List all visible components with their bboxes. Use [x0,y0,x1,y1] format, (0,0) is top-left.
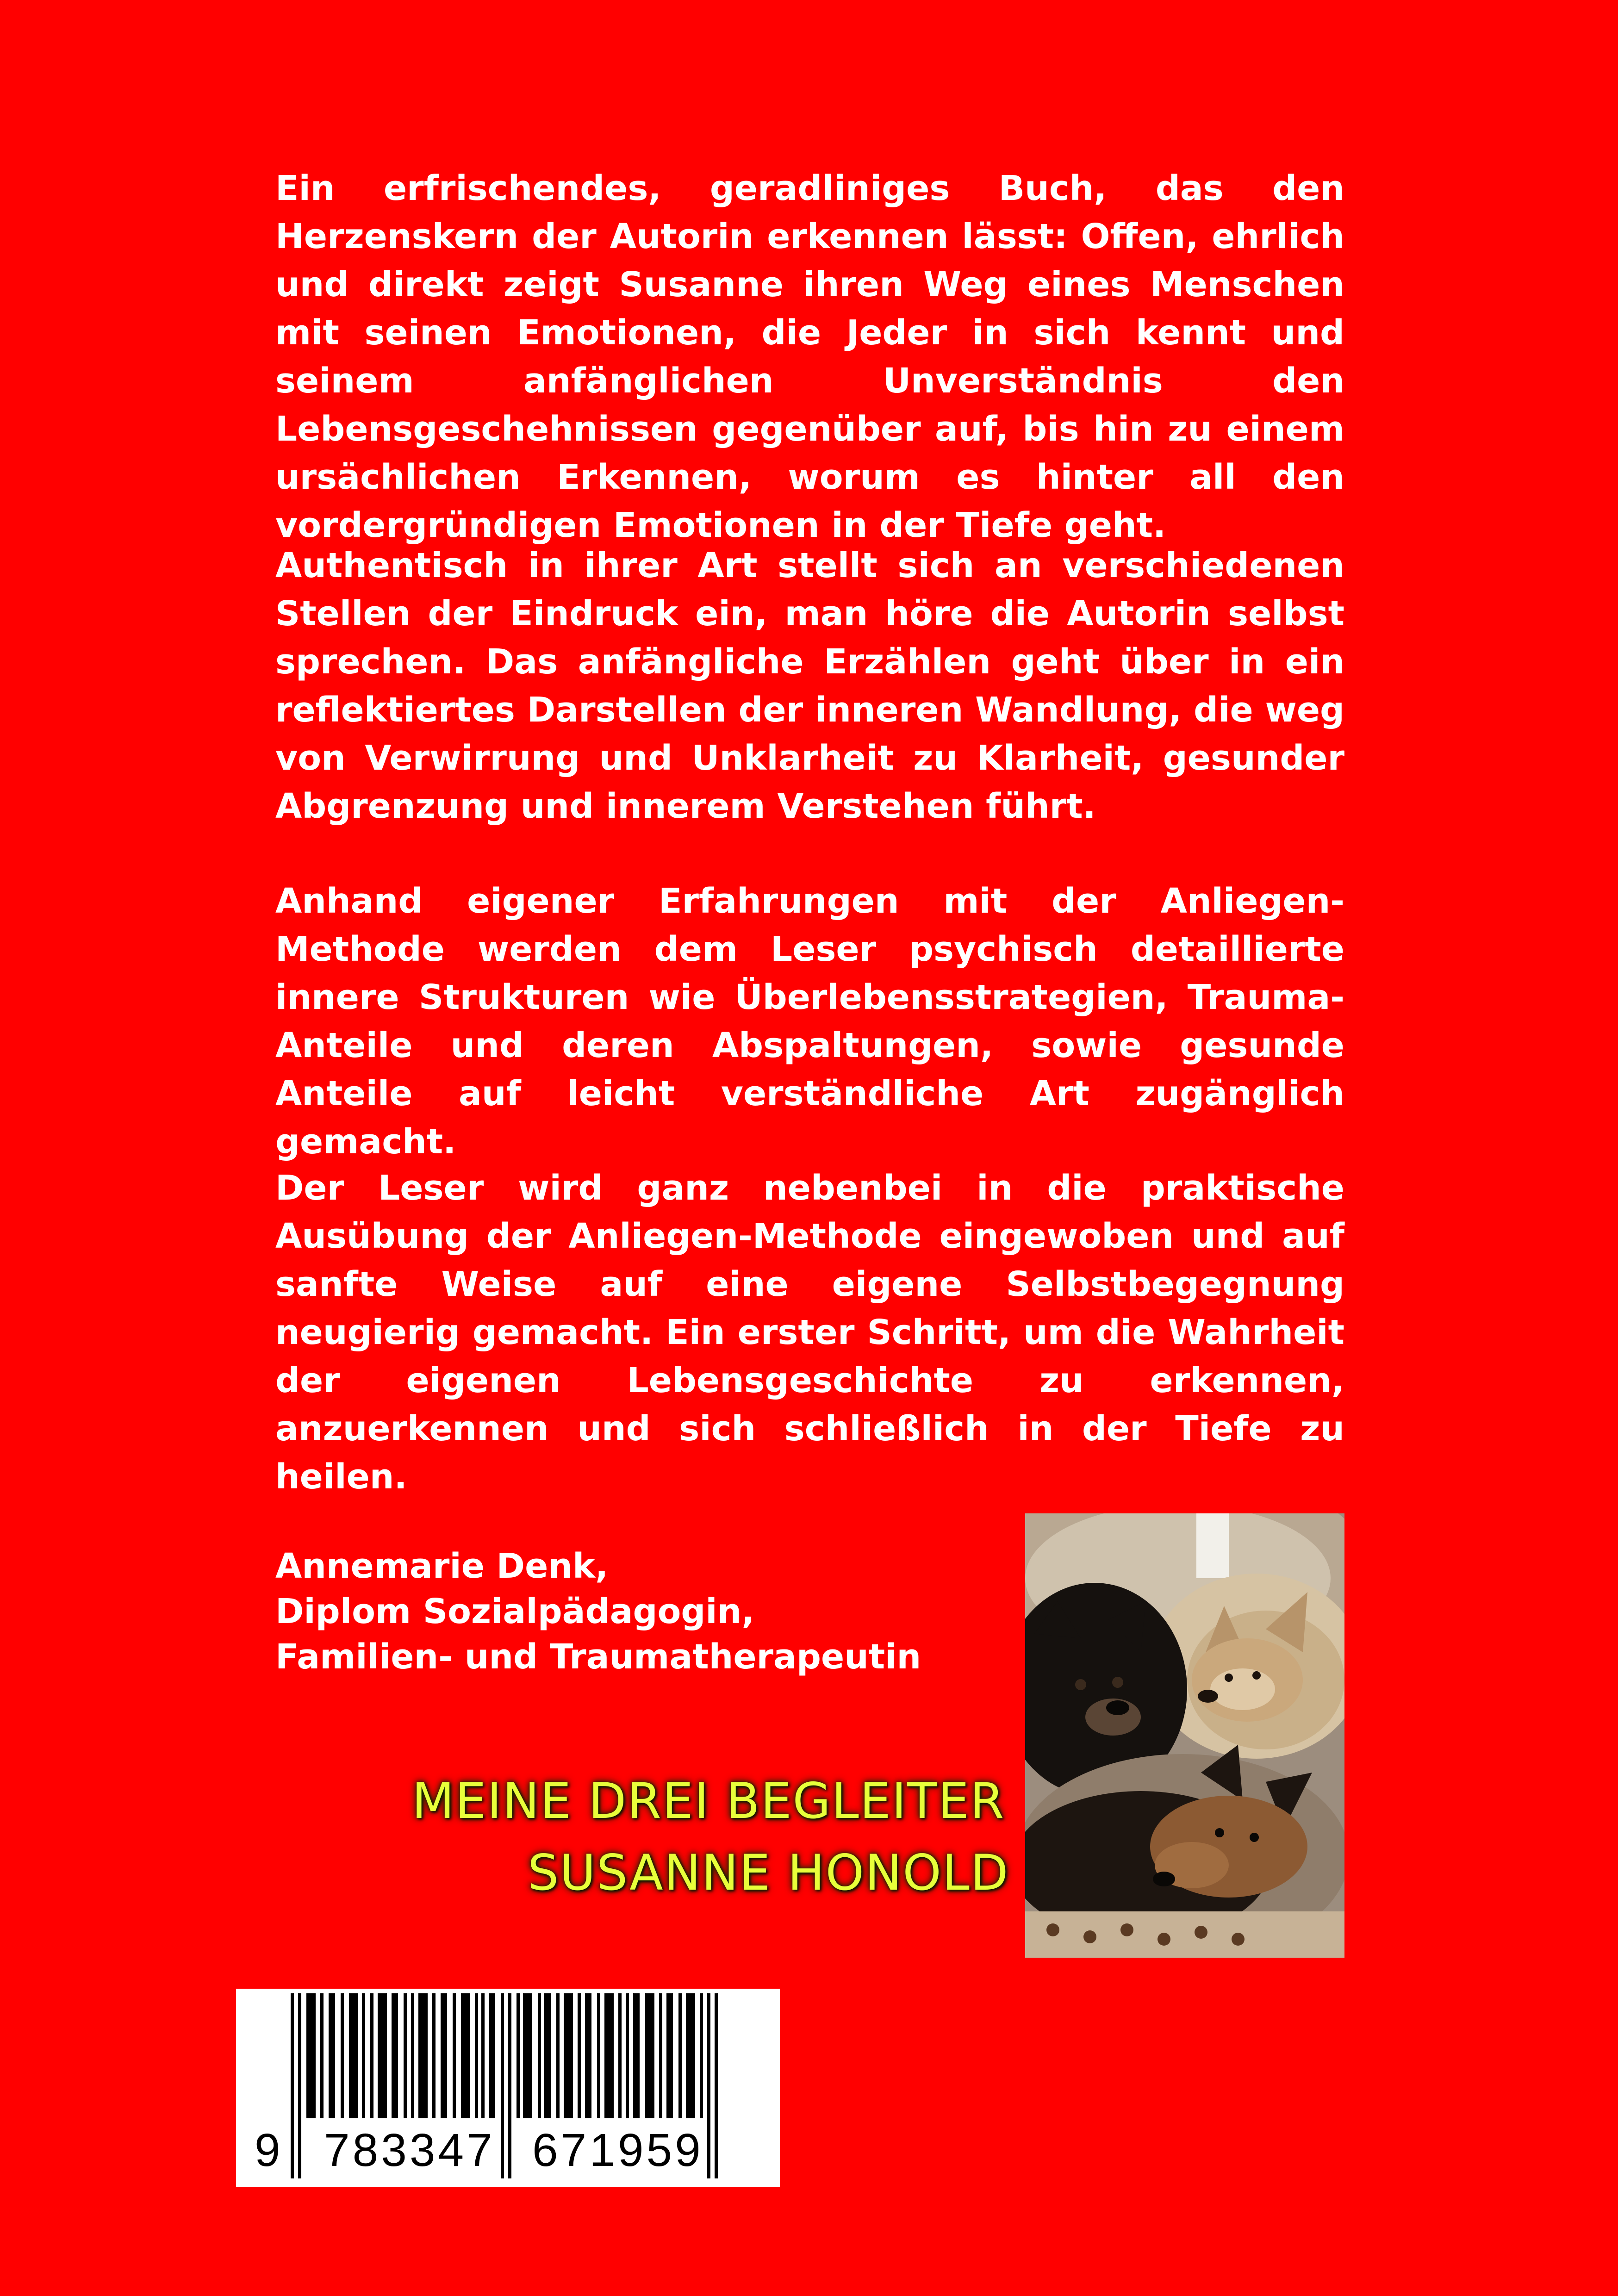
barcode-digit-first: 9 [255,2124,283,2176]
barcode-group-left: 783347 [324,2124,495,2176]
dogs-photo [1025,1513,1344,1958]
barcode-group-right: 671959 [532,2124,703,2176]
book-author: SUSANNE HONOLD [528,1844,1009,1901]
reviewer-name: Annemarie Denk, [275,1546,609,1586]
review-paragraph-2: Authentisch in ihrer Art stellt sich an verschiedenen Stellen der Eindruck ein, man höre die Autorin selbst sprechen. Das anfängliche Erzählen geht über in ein reflektiertes Darstellen der inneren Wandlung, die weg von Verwirrung und Unklarheit zu Klarheit, gesunder Abgrenzung und innerem Verstehen führt. [275,546,1344,826]
reviewer-title: Diplom Sozialpädagogin, [275,1592,755,1631]
dogs-photo-illustration [1025,1513,1344,1958]
reviewer-signature [275,1543,921,1680]
review-paragraph-4: Der Leser wird ganz nebenbei in die praktische Ausübung der Anliegen-Methode eingewoben und auf sanfte Weise auf eine eigene Selbstbegegnung neugierig gemacht. Ein erster Schritt, um die Wahrheit der eigenen Lebensgeschichte zu erkennen, anzuerkennen und sich schließlich in der Tiefe zu heilen. [275,1168,1344,1497]
book-title: MEINE DREI BEGLEITER [412,1773,1005,1829]
isbn-barcode [236,1989,780,2187]
review-paragraph-3: Anhand eigener Erfahrungen mit der Anliegen-Methode werden dem Leser psychisch detaillierte innere Strukturen wie Überlebensstrategien, Trauma-Anteile und deren Abspaltungen, sowie gesunde Anteile auf leicht verständliche Art zugänglich gemacht. [275,881,1344,1162]
reviewer-profession: Familien- und Traumatherapeutin [275,1637,921,1677]
review-paragraph-1: Ein erfrischendes, geradliniges Buch, das den Herzenskern der Autorin erkennen lässt: Offen, ehrlich und direkt zeigt Susanne ihren Weg eines Menschen mit seinen Emotionen, die Jeder in sich kennt und seinem anfänglichen Unverständnis den Lebensgeschehnissen gegenüber auf, bis hin zu einem ursächlichen Erkennen, worum es hinter all den vordergründigen Emotionen in der Tiefe geht. [275,168,1344,545]
